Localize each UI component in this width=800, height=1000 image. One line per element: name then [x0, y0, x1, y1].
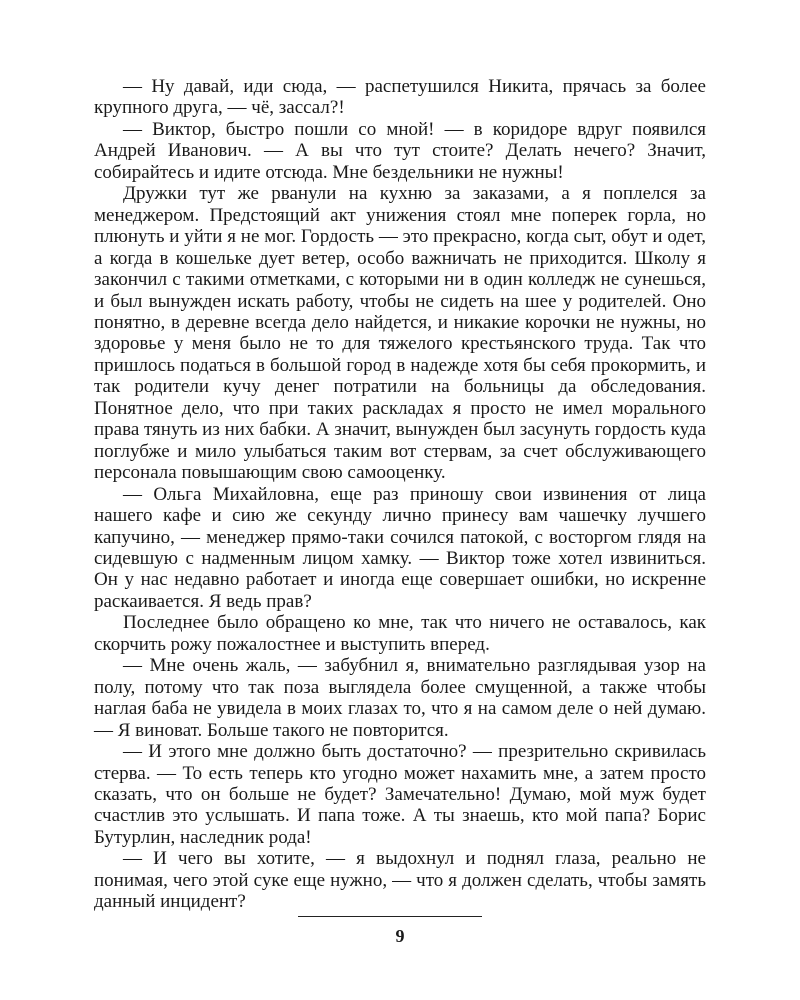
paragraph: Последнее было обращено ко мне, так что ничего не оставалось, как скорчить рожу пожалостнее и выступить вперед. [94, 612, 706, 655]
paragraph: Дружки тут же рванули на кухню за заказами, а я поплелся за менеджером. Предстоящий акт унижения стоял мне поперек горла, но плюнуть и уйти я не мог. Гордость — это прекрасно, когда сыт, обут и одет, а когда в кошельке дует ветер, особо важничать не приходится. Школу я закончил с такими отметками, с которыми ни в один колледж не сунешься, и был вынужден искать работу, чтобы не сидеть на шее у родителей. Оно понятно, в деревне всегда дело найдется, и никакие корочки не нужны, но здоровье у меня было не то для тяжелого крестьянского труда. Так что пришлось податься в большой город в надежде хотя бы себя прокормить, и так родители кучу денег потратили на больницы да обследования. Понятное дело, что при таких раскладах я просто не имел морального права тянуть из них бабки. А значит, вынужден был засунуть гордость куда поглубже и мило улыбаться таким вот стервам, за счет обслуживающего персонала повышающим свою самооценку. [94, 183, 706, 484]
paragraph: — Мне очень жаль, — забубнил я, внимательно разглядывая узор на полу, потому что так поза выглядела более смущенной, а также чтобы наглая баба не увидела в моих глазах то, что я на самом деле о ней думаю. — Я виноват. Больше такого не повторится. [94, 655, 706, 741]
page-number: 9 [395, 926, 405, 946]
paragraph: — Ну давай, иди сюда, — распетушился Никита, прячась за более крупного друга, — чё, зассал?! [94, 76, 706, 119]
paragraph: — Ольга Михайловна, еще раз приношу свои извинения от лица нашего кафе и сию же секунду лично принесу вам чашечку лучшего капучино, — менеджер прямо-таки сочился патокой, с восторгом глядя на сидевшую с надменным лицом хамку. — Виктор тоже хотел извиниться. Он у нас недавно работает и иногда еще совершает ошибки, но искренне раскаивается. Я ведь прав? [94, 483, 706, 612]
paragraph: — Виктор, быстро пошли со мной! — в коридоре вдруг появился Андрей Иванович. — А вы что тут стоите? Делать нечего? Значит, собирайтесь и идите отсюда. Мне бездельники не нужны! [94, 118, 706, 183]
footer-divider [298, 916, 482, 917]
body-text [94, 76, 706, 913]
paragraph: — И этого мне должно быть достаточно? — презрительно скривилась стерва. — То есть теперь кто угодно может нахамить мне, а затем просто сказать, что он больше не будет? Замечательно! Думаю, мой муж будет счастлив это услышать. И папа тоже. А ты знаешь, кто мой папа? Борис Бутурлин, наследник рода! [94, 741, 706, 848]
paragraph: — И чего вы хотите, — я выдохнул и поднял глаза, реально не понимая, чего этой суке еще нужно, — что я должен сделать, чтобы замять данный инцидент? [94, 848, 706, 913]
